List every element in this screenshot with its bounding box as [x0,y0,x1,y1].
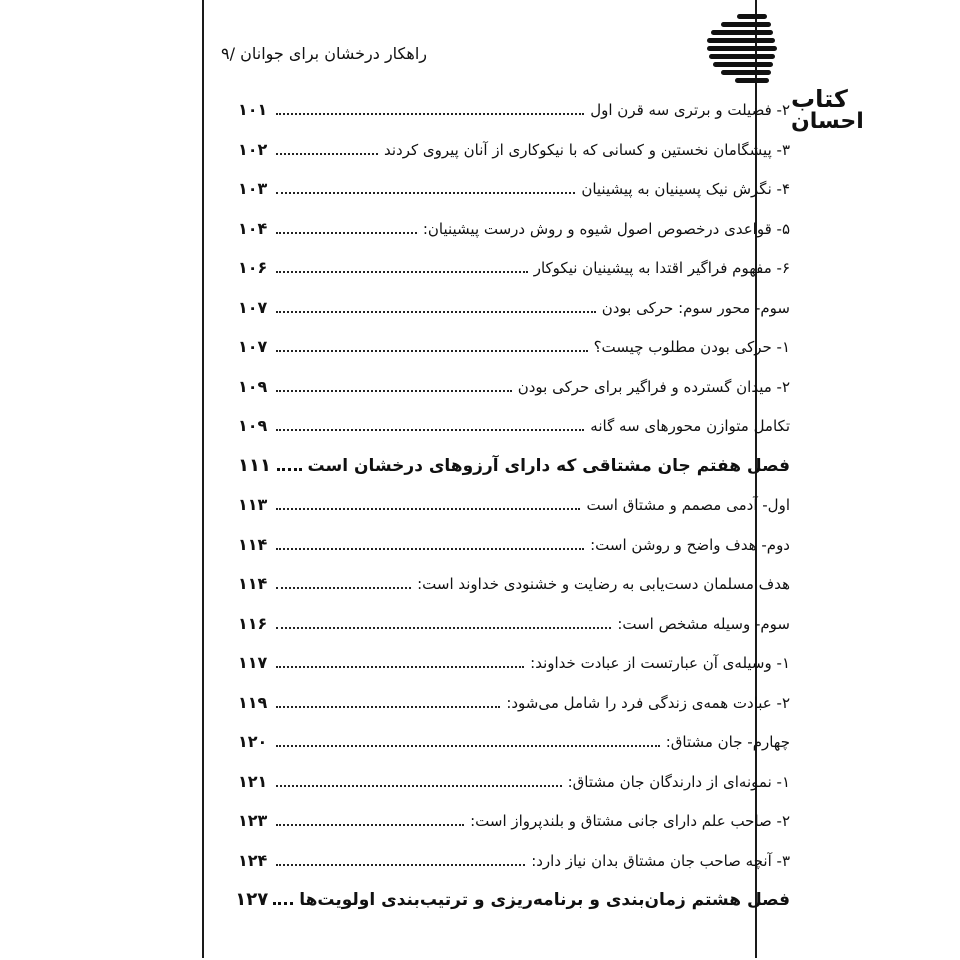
toc-entry [238,325,790,357]
toc-entry-title: هدف مسلمان دست‌یابی به رضایت و خشنودی خداوند است: [417,575,790,593]
dot-leader [276,428,584,431]
toc-page-number: ۱۲۰ [238,732,268,751]
toc-entry-title: دوم- هدف واضح و روشن است: [590,535,790,554]
toc-entry-title: ۳- پیشگامان نخستین و کسانی که با نیکوکاری از آنان پیروی کردند [383,140,790,159]
toc-entry-title: ۱- حرکی بودن مطلوب چیست؟ [593,338,790,356]
toc-entry-title: فصل هشتم زمان‌بندی و برنامه‌ریزی و ترتیب‌بندی اولویت‌ها [299,890,790,910]
toc-entry-title: ۶- مفهوم فراگیر اقتدا به پیشینیان نیکوکار [533,259,790,277]
dot-leader [276,823,464,826]
dot-leader [276,863,525,866]
toc-entry [238,602,790,634]
dot-leader [276,507,580,510]
toc-page-number: ۱۰۴ [238,218,268,238]
toc-page-number: ۱۰۹ [238,376,268,396]
dot-leader [276,191,575,194]
toc-entry [238,365,790,397]
toc-entry-title: ۱- وسیله‌ی آن عبارتست از عبادت خداوند: [530,654,790,672]
toc-entry-title: اول- آدمی مصمم و مشتاق است [586,496,790,514]
toc-entry [238,720,790,752]
toc-page-number: ۱۱۶ [238,613,268,633]
running-header: راهکار درخشان برای جوانان /۹ [221,44,427,63]
toc-entry [238,839,790,871]
toc-entry [238,286,790,318]
toc-chapter-entry [235,878,790,910]
toc-entry-title: ۲- میدان گسترده و فراگیر برای حرکی بودن [517,377,790,396]
toc-entry-title: تکامل متوازن محورهای سه گانه [590,417,790,435]
toc-page-number: ۱۱۱ [238,454,271,476]
toc-entry-title: ۲- عبادت همه‌ی زندگی فرد را شامل می‌شود: [506,693,790,712]
toc-page-number: ۱۲۴ [238,850,268,870]
toc-entry [238,562,790,594]
dot-leader [276,547,584,550]
dot-leader [276,705,500,708]
dot-leader [276,270,528,273]
toc-entry [238,483,790,515]
toc-page-number: ۱۱۷ [238,653,268,672]
toc-entry-title: ۲- صاحب علم دارای جانی مشتاق و بلندپرواز است: [470,812,790,830]
toc-chapter-entry [238,444,790,476]
dot-leader [273,901,293,905]
logo-text-line1: کتاب [791,85,848,113]
toc-entry [238,760,790,792]
toc-page-number: ۱۰۹ [238,416,268,435]
toc-page-number: ۱۱۴ [238,574,268,593]
dot-leader [276,784,562,787]
toc-page-number: ۱۰۷ [238,297,268,317]
dot-leader [276,310,596,313]
dot-leader [276,152,378,155]
toc-page-number: ۱۲۱ [238,771,268,791]
toc-entry [238,207,790,239]
toc-entry-title: ۱- نمونه‌ای از دارندگان جان مشتاق: [567,772,790,791]
toc-entry-title: ۴- نگرش نیک پسینیان به پیشینیان [581,180,790,198]
dot-leader [276,389,512,392]
toc-page-number: ۱۰۷ [238,337,268,356]
dot-leader [276,586,411,589]
toc-page-number: ۱۲۳ [238,811,268,830]
toc-entry-title: ۵- قواعدی درخصوص اصول شیوه و روش درست پیشینیان: [422,219,790,238]
toc-page-number: ۱۰۲ [238,139,268,159]
toc-entry-title: سوم- وسیله مشخص است: [617,614,790,633]
toc-entry-title: چهارم- جان مشتاق: [665,733,790,751]
toc-page-number: ۱۲۷ [235,889,269,910]
toc-page-number: ۱۰۶ [238,258,268,277]
dot-leader [276,626,611,629]
toc-page-number: ۱۰۳ [238,179,268,198]
toc-entry [238,246,790,278]
toc-page-number: ۱۰۱ [238,100,268,119]
dot-leader [276,665,524,668]
toc-page-number: ۱۱۳ [238,495,268,514]
toc-entry [238,523,790,555]
dot-leader [276,744,660,747]
toc-entry [238,681,790,713]
dot-leader [276,112,584,115]
toc-entry-title: فصل هفتم جان مشتاقی که دارای آرزوهای درخشان است [307,455,790,476]
toc-entry [238,167,790,199]
toc-page-number: ۱۱۹ [238,692,268,712]
toc-entry-title: ۲- فضیلت و برتری سه قرن اول [590,101,790,119]
dot-leader [276,231,417,234]
toc-entry [238,88,790,120]
dot-leader [277,467,302,471]
logo-text-line2: احسان [791,109,864,134]
toc-entry [238,404,790,436]
toc-page-number: ۱۱۴ [238,534,268,554]
toc-entry [238,128,790,160]
dot-leader [276,349,588,352]
toc-entry [238,799,790,831]
toc-entry [238,641,790,673]
toc-entry-title: سوم- محور سوم: حرکی بودن [601,298,790,317]
toc-entry-title: ۳- آنچه صاحب جان مشتاق بدان نیاز دارد: [531,851,790,870]
